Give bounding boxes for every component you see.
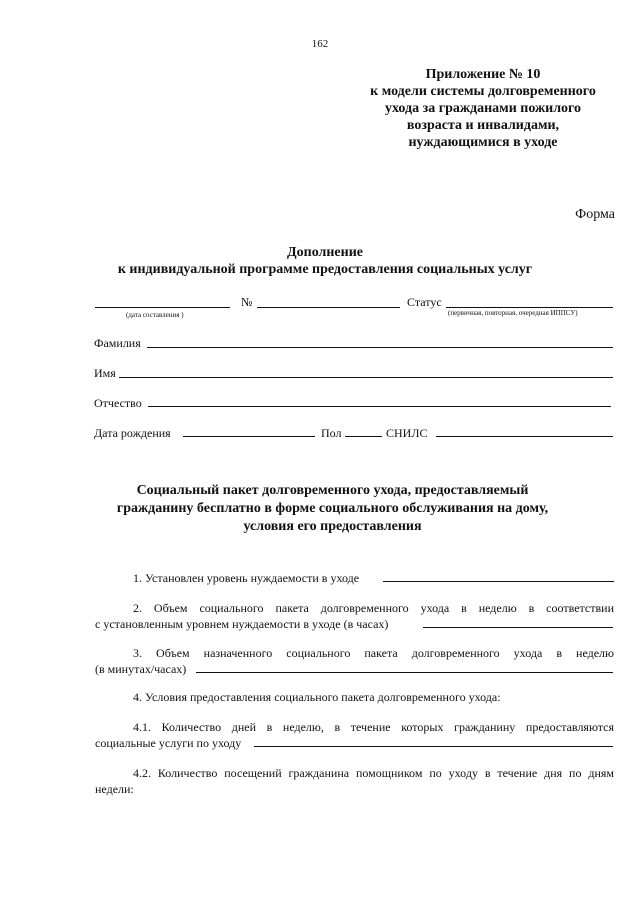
sex-label: Пол	[321, 426, 342, 440]
item-2-text-line-1: 2. Объем социального пакета долговременного ухода в неделю в соответствии	[133, 601, 614, 615]
item-3-text-line-2: (в минутах/часах)	[95, 662, 187, 676]
section-title	[60, 482, 605, 536]
item-4-1-text-line-1: 4.1. Количество дней в неделю, в течение которых гражданину предоставляются	[133, 720, 614, 734]
date-caption: (дата составления )	[126, 311, 184, 319]
page-number: 162	[311, 38, 329, 50]
item-1-text: 1. Установлен уровень нуждаемости в уходе	[133, 571, 360, 585]
item-4-text: 4. Условия предоставления социального пакета долговременного ухода:	[133, 690, 501, 704]
form-label: Форма	[575, 207, 615, 222]
title-line-1: Дополнение	[287, 245, 363, 260]
snils-field-line[interactable]	[436, 436, 613, 437]
appendix-line-1: Приложение № 10	[425, 67, 541, 82]
item-4-1-text-line-2: социальные услуги по уходу	[95, 736, 242, 750]
number-field-line[interactable]	[257, 307, 400, 308]
section-title-line-3: условия его предоставления	[243, 519, 422, 534]
item-1-field-line[interactable]	[383, 581, 614, 582]
name-label: Имя	[94, 366, 116, 380]
appendix-line-3: ухода за гражданами пожилого	[384, 101, 582, 116]
surname-label: Фамилия	[94, 336, 141, 350]
patronymic-label: Отчество	[94, 396, 142, 410]
name-field-line[interactable]	[119, 377, 613, 378]
item-4-1-field-line[interactable]	[254, 746, 613, 747]
surname-field-line[interactable]	[147, 347, 613, 348]
number-label: №	[241, 295, 253, 309]
appendix-line-2: к модели системы долговременного	[370, 84, 596, 99]
status-caption: (первичная, повторная, очередная ИППСУ)	[448, 309, 578, 317]
sex-field-line[interactable]	[345, 436, 382, 437]
birth-date-label: Дата рождения	[94, 426, 171, 440]
appendix-heading	[340, 66, 626, 151]
status-field-line[interactable]	[446, 307, 613, 308]
item-2-text-line-2: с установленным уровнем нуждаемости в уходе (в часах)	[95, 617, 389, 631]
section-title-line-1: Социальный пакет долговременного ухода, предоставляемый	[136, 483, 529, 498]
birth-date-field-line[interactable]	[183, 436, 315, 437]
item-4-2-text-line-1: 4.2. Количество посещений гражданина помощником по уходу в течение дня по дням	[133, 766, 614, 780]
item-4-2-text-line-2: недели:	[95, 782, 134, 796]
date-field-line[interactable]	[95, 307, 230, 308]
item-2-field-line[interactable]	[423, 627, 613, 628]
item-3-text-line-1: 3. Объем назначенного социального пакета долговременного ухода в неделю	[133, 646, 614, 660]
title-line-2: к индивидуальной программе предоставления социальных услуг	[117, 262, 533, 277]
document-title	[60, 244, 590, 278]
section-title-line-2: гражданину бесплатно в форме социального обслуживания на дому,	[116, 501, 549, 516]
patronymic-field-line[interactable]	[148, 406, 611, 407]
snils-label: СНИЛС	[386, 426, 428, 440]
status-label: Статус	[407, 295, 442, 309]
appendix-line-4: возраста и инвалидами,	[406, 118, 560, 133]
item-3-field-line[interactable]	[196, 672, 613, 673]
appendix-line-5: нуждающимися в уходе	[408, 135, 558, 150]
